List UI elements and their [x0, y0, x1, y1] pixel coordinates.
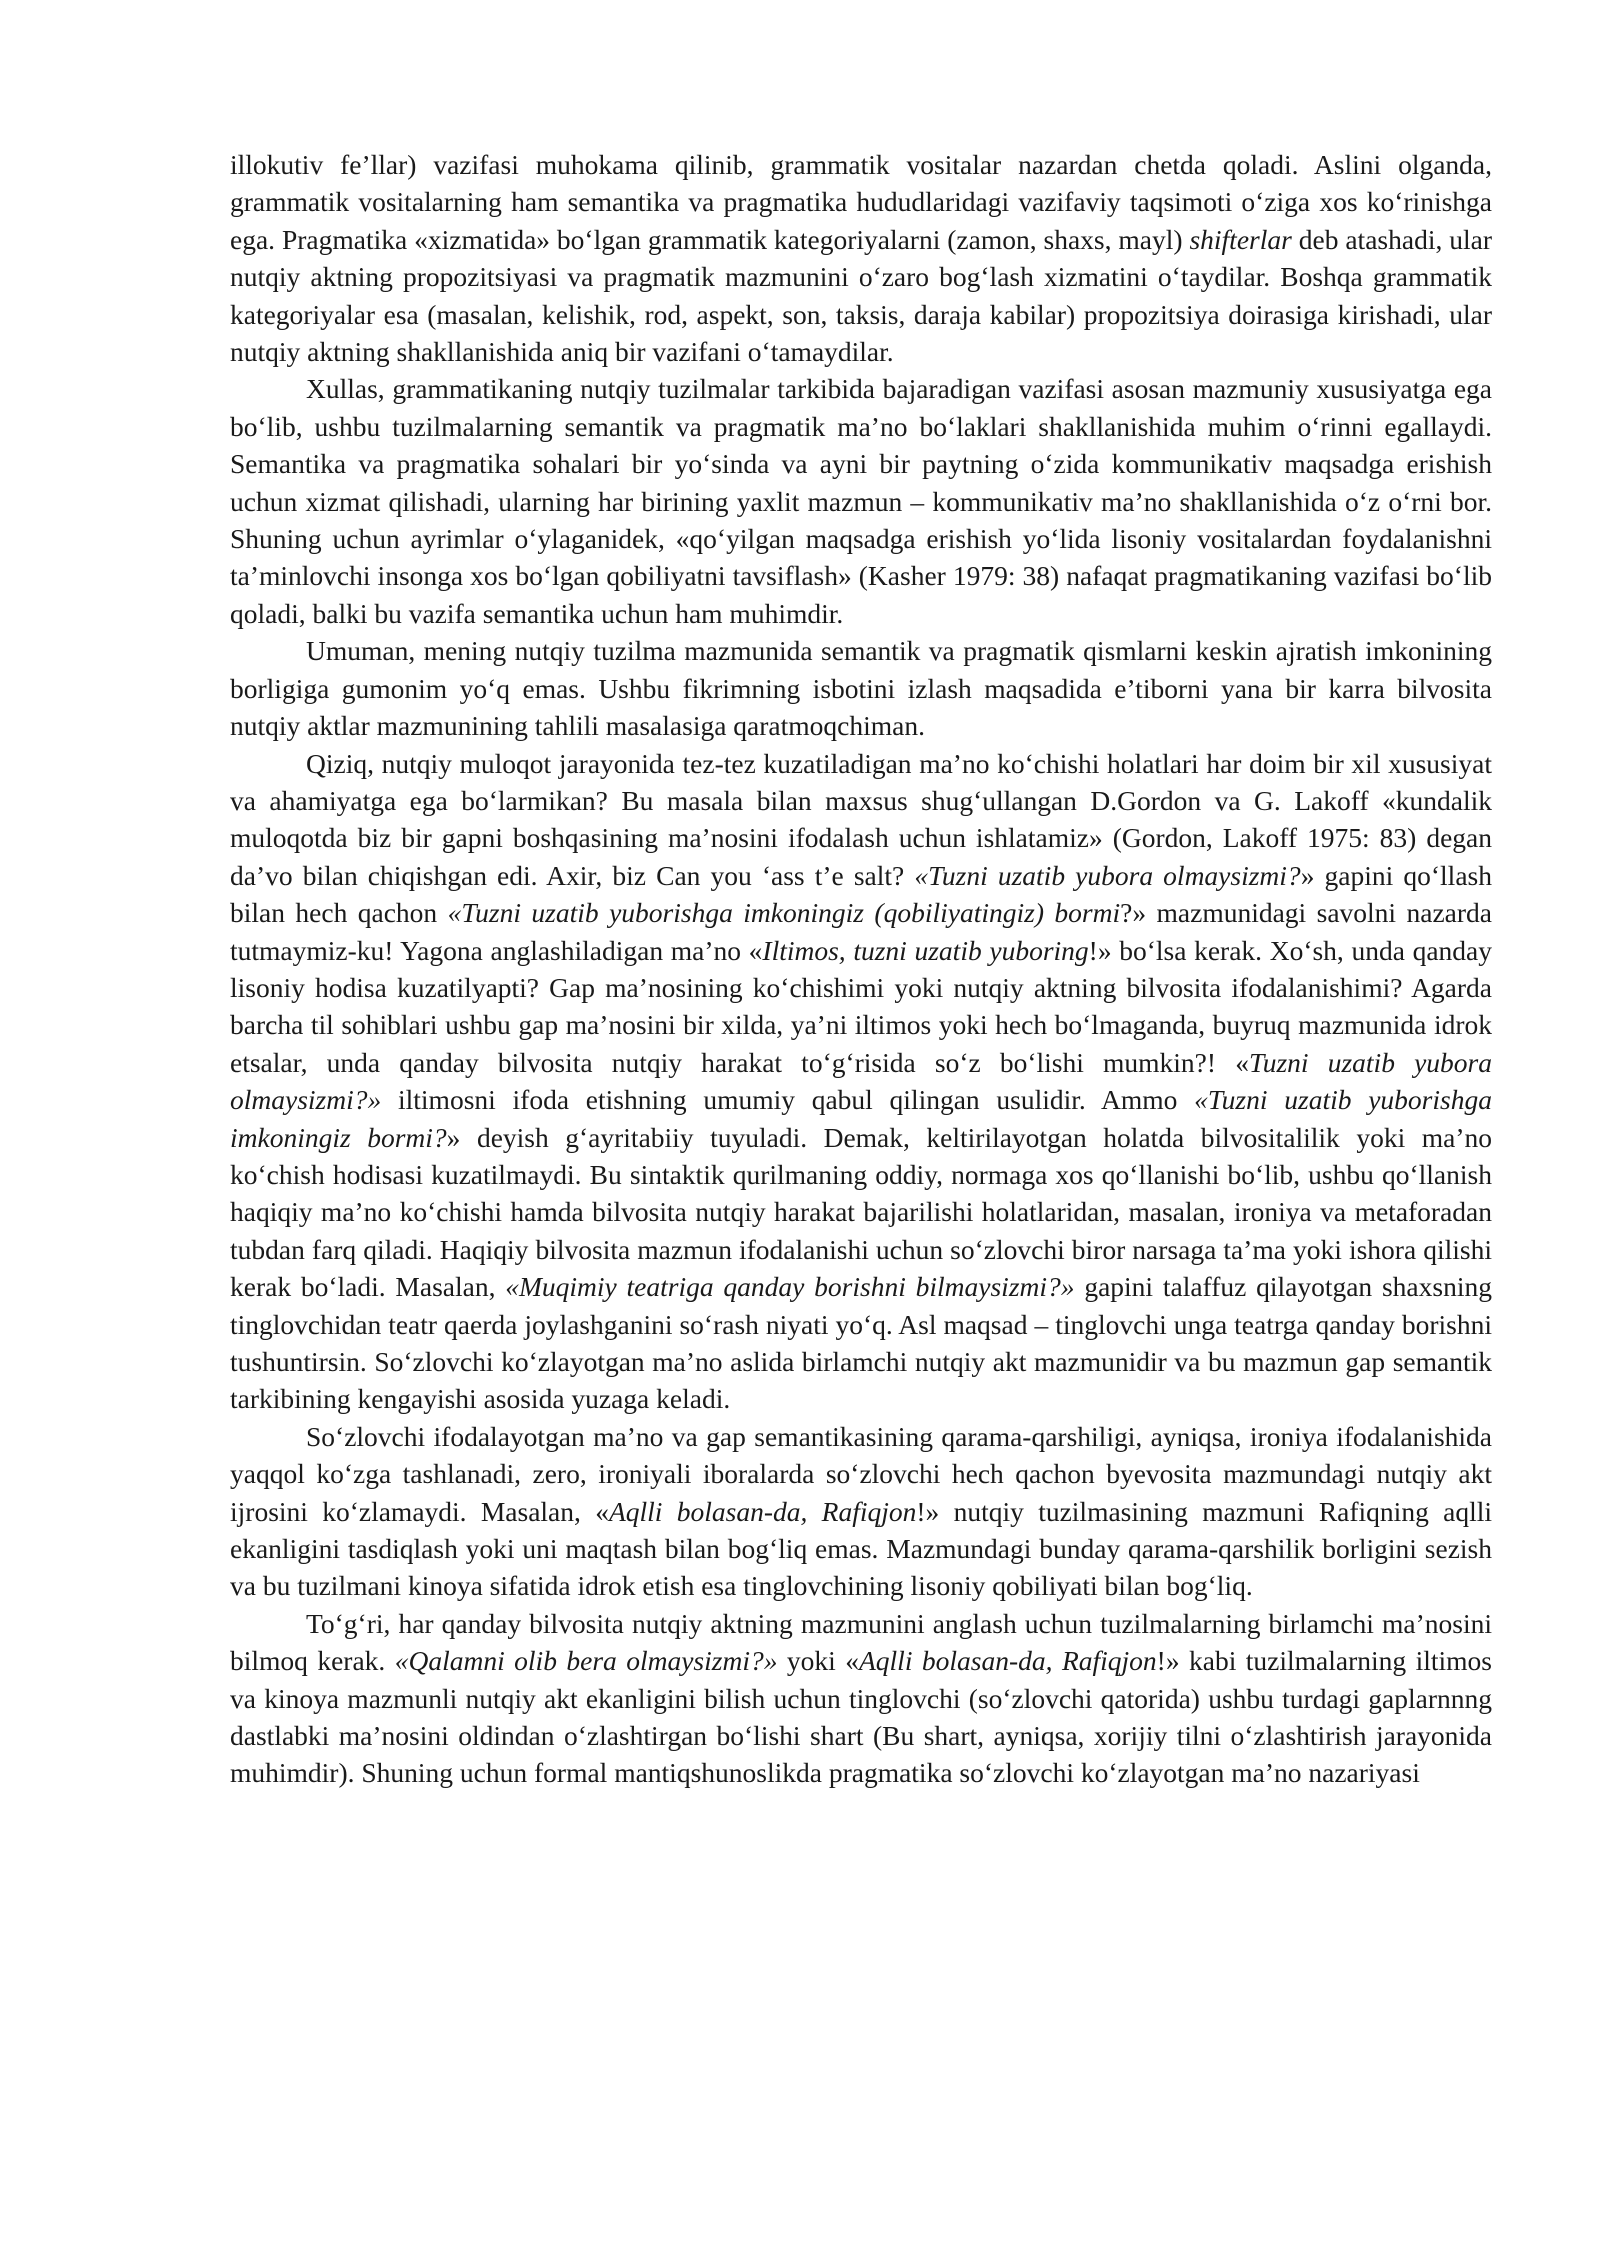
text-run: yoki «	[777, 1645, 859, 1677]
document-page	[230, 146, 1492, 1792]
text-run: Qiziq, nutqiy muloqot jarayonida tez-tez kuzatiladigan ma’no ko‘chishi holatlari har doim bir xil xususiyat va ahamiyatga ega bo‘larmikan? Bu masala bilan maxsus shug‘ullangan D.Gordon va G. Lakoff «kundalik muloqotda biz bir gapni boshqasining ma’nosini ifodalash uchun ishlatamiz» (Gordon, Lakoff 1975: 83) degan da’vo bilan chiqishgan edi. Axir, biz Can you ‘ass t’e salt?	[230, 747, 1492, 891]
paragraph	[230, 146, 1492, 370]
text-run: !» kabi tuzilmalarning iltimos va kinoya mazmunli nutqiy akt ekanligini bilish uchun tinglovchi (so‘zlovchi qatorida) ushbu turdagi gaplarnnng dastlabki ma’nosini oldindan o‘zlashtirgan bo‘lishi shart (Bu shart, ayniqsa, xorijiy tilni o‘zlashtirish jarayonida muhimdir). Shuning uchun formal mantiqshunoslikda pragmatika so‘zlovchi ko‘zlayotgan ma’no nazariyasi	[230, 1645, 1492, 1789]
italic-run: shifterlar	[1189, 223, 1292, 255]
text-run: ?» mazmunidagi savolni nazarda tutmaymiz-ku! Yagona anglashiladigan ma’no «	[230, 897, 1492, 966]
text-run: Xullas, grammatikaning nutqiy tuzilmalar tarkibida bajaradigan vazifasi asosan mazmuniy xususiyatga ega bo‘lib, ushbu tuzilmalarning semantik va pragmatik ma’no bo‘laklari shakllanishida muhim o‘rinni egallaydi. Semantika va pragmatika sohalari bir yo‘sinda va ayni bir paytning o‘zida kommunikativ maqsadga erishish uchun xizmat qilishadi, ularning har birining yaxlit mazmun – kommunikativ ma’no shakllanishida o‘z o‘rni bor. Shuning uchun ayrimlar o‘ylaganidek, «qo‘yilgan maqsadga erishish yo‘lida lisoniy vositalardan foydalanishni ta’minlovchi insonga xos bo‘lgan qobiliyatni tavsiflash» (Kasher 1979: 38) nafaqat pragmatikaning vazifasi bo‘lib qoladi, balki bu vazifa semantika uchun ham muhimdir.	[230, 373, 1492, 629]
italic-run: Tuzni uzatib yubora olmaysizmi?»	[230, 1046, 1493, 1116]
italic-run: Aqlli bolasan-da, Rafiqjon	[608, 1495, 917, 1527]
text-run: iltimosni ifoda etishning umumiy qabul qilingan usulidir. Ammo	[381, 1084, 1195, 1116]
italic-run: «Muqimiy teatriga qanday borishni bilmaysizmi?»	[505, 1271, 1075, 1303]
text-run: deb atashadi, ular nutqiy aktning propozitsiyasi va pragmatik mazmunini o‘zaro bog‘lash xizmatini o‘taydilar. Boshqa grammatik kategoriyalar esa (masalan, kelishik, rod, aspekt, son, taksis, daraja kabilar) propozitsiya doirasiga kirishadi, ular nutqiy aktning shakllanishida aniq bir vazifani o‘tamaydilar.	[230, 223, 1492, 368]
italic-run: Iltimos, tuzni uzatib yuboring	[762, 934, 1089, 966]
paragraph	[230, 1418, 1492, 1605]
text-run: gapini talaffuz qilayotgan shaxsning tinglovchidan teatr qaerda joylashganini so‘rash niyati yo‘q. Asl maqsad – tinglovchi unga teatrga qanday borishni tushuntirsin. So‘zlovchi ko‘zlayotgan ma’no aslida birlamchi nutqiy akt mazmunidir va bu mazmun gap semantik tarkibining kengayishi asosida yuzaga keladi.	[230, 1271, 1492, 1415]
text-run: » deyish g‘ayritabiiy tuyuladi. Demak, keltirilayotgan holatda bilvositalilik yoki ma’no ko‘chish hodisasi kuzatilmaydi. Bu sintaktik qurilmaning oddiy, normaga xos qo‘llanishi bo‘lib, ushbu qo‘llanish haqiqiy ma’no ko‘chishi hamda bilvosita nutqiy harakat bajarilishi holatlaridan, masalan, ironiya va metaforadan tubdan farq qiladi. Haqiqiy bilvosita mazmun ifodalanishi uchun so‘zlovchi biror narsaga ta’ma yoki ishora qilishi kerak bo‘ladi. Masalan,	[230, 1121, 1492, 1303]
text-run: !» bo‘lsa kerak. Xo‘sh, unda qanday lisoniy hodisa kuzatilyapti? Gap ma’nosining ko‘chishimi yoki nutqiy aktning bilvosita ifodalanishimi? Agarda barcha til sohiblari ushbu gap ma’nosini bir xilda, ya’ni iltimos yoki hech bo‘lmaganda, buyruq mazmunida idrok etsalar, unda qanday bilvosita nutqiy harakat to‘g‘risida so‘z bo‘lishi mumkin?! «	[230, 934, 1492, 1078]
italic-run: «Tuzni uzatib yuborishga imkoningiz bormi?	[230, 1084, 1492, 1153]
italic-run: «Tuzni uzatib yubora olmaysizmi?	[914, 859, 1301, 891]
text-run: To‘g‘ri, har qanday bilvosita nutqiy aktning mazmunini anglash uchun tuzilmalarning birlamchi ma’nosini bilmoq kerak.	[230, 1607, 1492, 1677]
text-run: !» nutqiy tuzilmasining mazmuni Rafiqning aqlli ekanligini tasdiqlash yoki uni maqtash bilan bog‘liq emas. Mazmundagi bunday qarama-qarshilik borligini sezish va bu tuzilmani kinoya sifatida idrok etish esa tinglovchining lisoniy qobiliyati bilan bog‘liq.	[230, 1495, 1493, 1602]
italic-run: Aqlli bolasan-da, Rafiqjon	[858, 1645, 1157, 1677]
text-run: illokutiv fe’llar) vazifasi muhokama qilinib, grammatik vositalar nazardan chetda qoladi. Aslini olganda, grammatik vositalarning ham semantika va pragmatika hududlaridagi vazifaviy taqsimoti o‘ziga xos ko‘rinishga ega. Pragmatika «xizmatida» bo‘lgan grammatik kategoriyalarni (zamon, shaxs, mayl)	[230, 149, 1492, 255]
paragraph	[230, 745, 1492, 1418]
paragraph	[230, 632, 1492, 744]
text-run: Umuman, mening nutqiy tuzilma mazmunida semantik va pragmatik qismlarni keskin ajratish imkonining borligiga gumonim yo‘q emas. Ushbu fikrimning isbotini izlash maqsadida e’tiborni yana bir karra bilvosita nutqiy aktlar mazmunining tahlili masalasiga qaratmoqchiman.	[230, 635, 1492, 742]
text-run: » gapini qo‘llash bilan hech qachon	[230, 859, 1492, 929]
text-run: So‘zlovchi ifodalayotgan ma’no va gap semantikasining qarama-qarshiligi, ayniqsa, ironiya ifodalanishida yaqqol ko‘zga tashlanadi, zero, ironiyali iboralarda so‘zlovchi hech qachon byevosita mazmundagi nutqiy akt ijrosini ko‘zlamaydi. Masalan, «	[230, 1420, 1492, 1527]
italic-run: «Qalamni olib bera olmaysizmi?»	[394, 1645, 778, 1677]
italic-run: «Tuzni uzatib yuborishga imkoningiz (qobiliyatingiz) bormi	[447, 897, 1121, 929]
paragraph	[230, 1605, 1492, 1792]
paragraph	[230, 370, 1492, 632]
